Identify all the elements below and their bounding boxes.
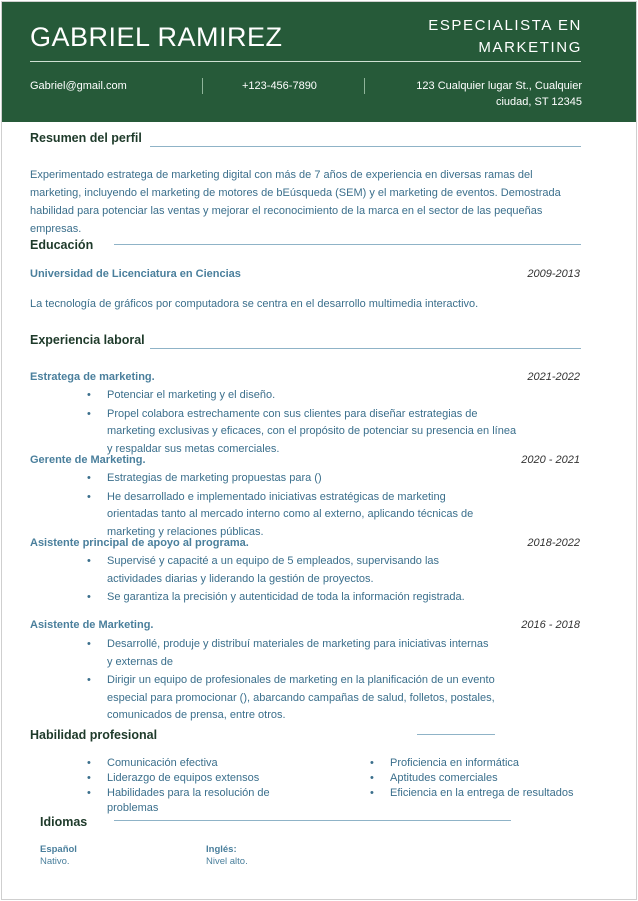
header-divider: [30, 61, 581, 62]
job-title-line1: ESPECIALISTA EN: [428, 17, 582, 34]
skills-right-list: [370, 756, 590, 801]
contact-email: Gabriel@gmail.com: [30, 80, 127, 92]
section-divider: [114, 244, 581, 245]
contact-address: [416, 78, 582, 110]
contact-separator: [202, 78, 203, 94]
list-item: • Desarrollé, produje y distribuí materiales de marketing para iniciativas internas y externas de: [87, 636, 497, 671]
job-bullets: [87, 470, 497, 542]
job-title: [382, 15, 582, 59]
job-dates: 2018-2022: [527, 537, 580, 549]
list-item: • Propel colabora estrechamente con sus clientes para diseñar estrategias de marketing exclusivas y eficaces, con el propósito de potenciar su presencia en línea y respaldar sus metas comerciales.: [87, 406, 517, 459]
section-divider: [417, 734, 495, 735]
list-item: • Estrategias de marketing propuestas para (): [87, 470, 497, 488]
language-level: Nivel alto.: [206, 856, 248, 867]
contact-phone: +123-456-7890: [242, 80, 317, 92]
address-line2: ciudad, ST 12345: [495, 96, 582, 108]
job-title-entry: Estratega de marketing.: [30, 371, 155, 383]
section-divider: [114, 820, 511, 821]
job-bullets: [87, 636, 497, 726]
list-item: • Eficiencia en la entrega de resultados: [370, 786, 590, 801]
list-item: • Se garantiza la precisión y autenticidad de toda la información registrada.: [87, 589, 497, 607]
education-heading: Educación: [30, 238, 94, 252]
list-item: • Comunicación efectiva: [87, 756, 287, 771]
list-item: • Proficiencia en informática: [370, 756, 590, 771]
education-school: Universidad de Licenciatura en Ciencias: [30, 268, 241, 280]
experience-heading: Experiencia laboral: [30, 333, 145, 347]
profile-heading: Resumen del perfil: [30, 131, 142, 145]
job-title-entry: Asistente principal de apoyo al programa.: [30, 537, 249, 549]
contact-separator: [364, 78, 365, 94]
list-item: • He desarrollado e implementado iniciativas estratégicas de marketing orientadas tanto al mercado interno como al externo, aplicando técnicas de marketing y relaciones públicas.: [87, 489, 497, 542]
profile-summary: Experimentado estratega de marketing digital con más de 7 años de experiencia en diversas ramas del marketing, incluyendo el marketing de motores de bEúsqueda (SEM) y el marketing de eventos. Demostrada habilidad para potenciar las ventas y mejorar el reconocimiento de la marca en el sector de las pequeñas empresas.: [30, 169, 561, 235]
language-level: Nativo.: [40, 856, 70, 867]
job-bullets: [87, 553, 497, 608]
section-divider: [150, 348, 581, 349]
list-item: • Habilidades para la resolución de problemas: [87, 786, 287, 816]
list-item: • Aptitudes comerciales: [370, 771, 590, 786]
skills-heading: Habilidad profesional: [30, 728, 158, 742]
skills-left-list: [87, 756, 287, 816]
resume-page: [1, 1, 637, 900]
list-item: • Supervisé y capacité a un equipo de 5 empleados, supervisando las actividades diarias y liderando la gestión de proyectos.: [87, 553, 497, 588]
job-dates: 2020 - 2021: [521, 454, 580, 466]
job-title-line2: MARKETING: [478, 39, 582, 56]
job-bullets: [87, 387, 517, 459]
list-item: • Liderazgo de equipos extensos: [87, 771, 287, 786]
language-name: Español: [40, 844, 77, 855]
list-item: • Dirigir un equipo de profesionales de marketing en la planificación de un evento especial para promocionar (), abarcando campañas de salud, folletos, postales, comunicados de prensa, entre otros.: [87, 672, 497, 725]
job-dates: 2021-2022: [527, 371, 580, 383]
job-title-entry: Gerente de Marketing.: [30, 454, 146, 466]
job-dates: 2016 - 2018: [521, 619, 580, 631]
education-dates: 2009-2013: [527, 268, 580, 280]
languages-heading: Idiomas: [40, 815, 88, 829]
language-name: Inglés:: [206, 844, 237, 855]
list-item: • Potenciar el marketing y el diseño.: [87, 387, 517, 405]
resume-header: [2, 2, 637, 122]
job-title-entry: Asistente de Marketing.: [30, 619, 154, 631]
candidate-name: GABRIEL RAMIREZ: [30, 22, 283, 52]
section-divider: [150, 146, 581, 147]
address-line1: 123 Cualquier lugar St., Cualquier: [416, 80, 582, 92]
education-description: La tecnología de gráficos por computadora se centra en el desarrollo multimedia interactivo.: [30, 298, 479, 310]
